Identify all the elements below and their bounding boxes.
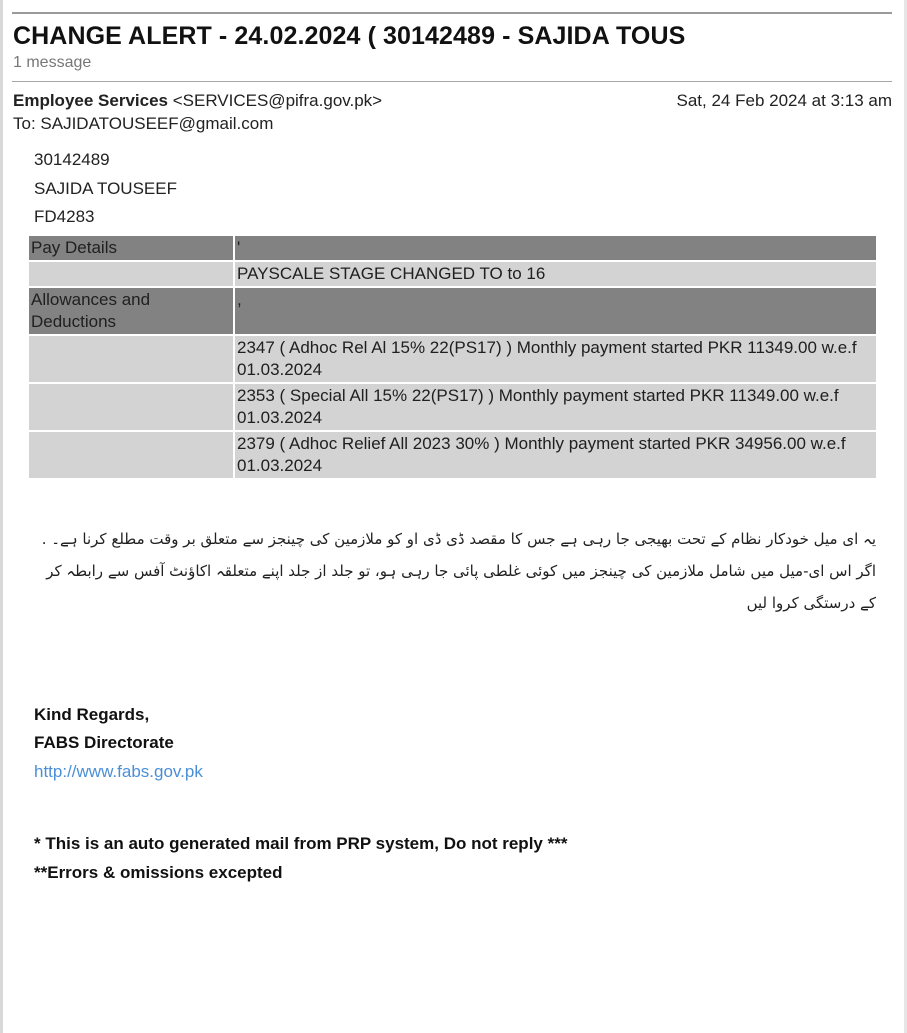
table-row: [29, 262, 876, 286]
top-divider: [12, 12, 892, 14]
email-date: Sat, 24 Feb 2024 at 3:13 am: [676, 91, 892, 110]
header-divider: [12, 81, 892, 82]
allowances-header-value: ,: [235, 288, 876, 334]
sender[interactable]: [13, 91, 382, 111]
employee-id: 30142489: [34, 150, 110, 169]
allowances-header: Allowances and Deductions: [29, 288, 233, 334]
table-row: [29, 236, 876, 260]
allowance-item: 2379 ( Adhoc Relief All 2023 30% ) Monthly payment started PKR 34956.00 w.e.f 01.03.2024: [235, 432, 876, 478]
left-edge-shadow: [0, 0, 3, 1033]
table-row: [29, 432, 876, 478]
employee-name: SAJIDA TOUSEEF: [34, 179, 177, 198]
table-row: [29, 336, 876, 382]
table-row: [29, 384, 876, 430]
urdu-notice: یہ ای میل خودکار نظام کے تحت بھیجی جا رہی ہے جس کا مقصد ڈی ڈی او کو ملازمین کی چینجز سے متعلق بر وقت مطلع کرنا ہے۔ . اگر اس ای-میل میں شامل ملازمین کی چینجز میں کوئی غلطی پائی جا رہی ہو، تو جلد از جلد اپنے متعلقہ اکاؤنٹ آفس سے رابطہ کر کے درستگی کروا لیں: [41, 530, 876, 612]
sender-name: Employee Services: [13, 91, 168, 110]
signature-org: FABS Directorate: [34, 733, 174, 752]
fabs-website-link[interactable]: http://www.fabs.gov.pk: [34, 762, 203, 781]
allowance-item: 2353 ( Special All 15% 22(PS17) ) Monthly payment started PKR 11349.00 w.e.f 01.03.2024: [235, 384, 876, 430]
pay-details-header-value: ': [235, 236, 876, 260]
payscale-change: PAYSCALE STAGE CHANGED TO to 16: [235, 262, 876, 286]
kind-regards: Kind Regards,: [34, 705, 150, 724]
employee-code: FD4283: [34, 207, 95, 226]
auto-generated-note: * This is an auto generated mail from PRP system, Do not reply ***: [34, 834, 568, 853]
message-count: 1 message: [13, 54, 92, 71]
errors-note: **Errors & omissions excepted: [34, 863, 283, 882]
allowance-item: 2347 ( Adhoc Rel Al 15% 22(PS17) ) Monthly payment started PKR 11349.00 w.e.f 01.03.2024: [235, 336, 876, 382]
email-subject: CHANGE ALERT - 24.02.2024 ( 30142489 - SAJIDA TOUS: [13, 22, 686, 50]
table-row: [29, 288, 876, 334]
pay-details-header: Pay Details: [29, 236, 233, 260]
sender-email: <SERVICES@pifra.gov.pk>: [172, 91, 383, 110]
recipient: To: SAJIDATOUSEEF@gmail.com: [13, 114, 274, 133]
change-details-table: [27, 234, 878, 480]
